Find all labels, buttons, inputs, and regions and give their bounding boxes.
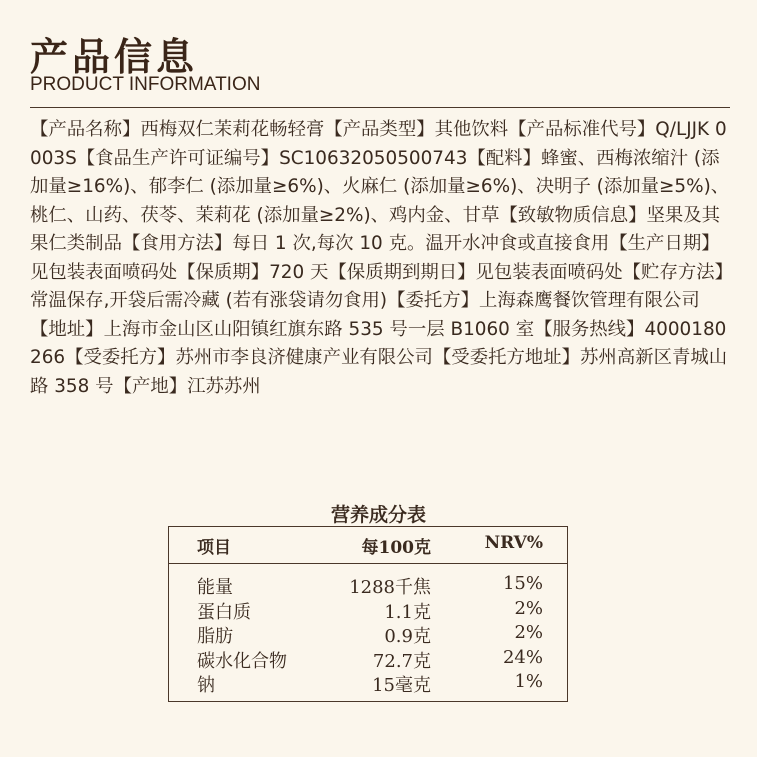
header-nrv: NRV%	[484, 533, 543, 553]
nutrient-amount: 0.9克	[384, 626, 431, 647]
nutrient-name: 碳水化合物	[197, 650, 287, 672]
nutrition-table-body	[169, 573, 567, 696]
table-row	[169, 573, 567, 598]
header-per100g: 每100克	[361, 538, 431, 558]
nutrient-nrv: 2%	[514, 622, 543, 643]
product-info-text: 【产品名称】西梅双仁茉莉花畅轻膏【产品类型】其他饮料【产品标准代号】Q/LJJK 0003S【食品生产许可证编号】SC10632050500743【配料】蜂蜜、西梅浓缩汁 (添加量≥16%)、郁李仁 (添加量≥6%)、火麻仁 (添加量≥6%)、决明子 (添加量≥5%)、桃仁、山药、茯苓、茉莉花 (添加量≥2%)、鸡内金、甘草【致敏物质信息】坚果及其果仁类制品【食用方法】每日 1 次,每次 10 克。温开水冲食或直接食用【生产日期】见包装表面喷码处【保质期】720 天【保质期到期日】见包装表面喷码处【贮存方法】常温保存,开袋后需冷藏 (若有涨袋请勿食用)【委托方】上海森鹰餐饮管理有限公司【地址】上海市金山区山阳镇红旗东路 535 号一层 B1060 室【服务热线】4000180266【受委托方】苏州市李良济健康产业有限公司【受委托方地址】苏州高新区青城山路 358 号【产地】江苏苏州	[30, 119, 730, 397]
nutrient-nrv: 15%	[502, 573, 543, 594]
nutrient-name: 脂肪	[197, 626, 233, 647]
nutrient-amount: 15毫克	[372, 675, 431, 696]
nutrition-table-header	[169, 527, 567, 564]
page-title: 产品信息	[30, 35, 199, 79]
nutrient-name: 能量	[197, 577, 233, 598]
nutrition-table	[168, 526, 568, 702]
header-item: 项目	[197, 538, 231, 558]
table-row	[169, 622, 567, 647]
nutrient-nrv: 2%	[514, 597, 543, 619]
nutrient-nrv: 24%	[502, 646, 543, 668]
nutrient-name: 蛋白质	[197, 601, 251, 623]
nutrient-amount: 72.7克	[372, 650, 431, 672]
nutrient-amount: 1.1克	[384, 601, 431, 623]
table-row	[169, 671, 567, 696]
nutrient-nrv: 1%	[514, 671, 543, 692]
table-row	[169, 647, 567, 672]
table-row	[169, 598, 567, 623]
nutrient-amount: 1288千焦	[349, 577, 431, 598]
title-divider	[30, 107, 730, 108]
nutrition-title: 营养成分表	[330, 504, 426, 526]
nutrient-name: 钠	[197, 675, 215, 696]
page-subtitle: PRODUCT INFORMATION	[30, 74, 261, 95]
